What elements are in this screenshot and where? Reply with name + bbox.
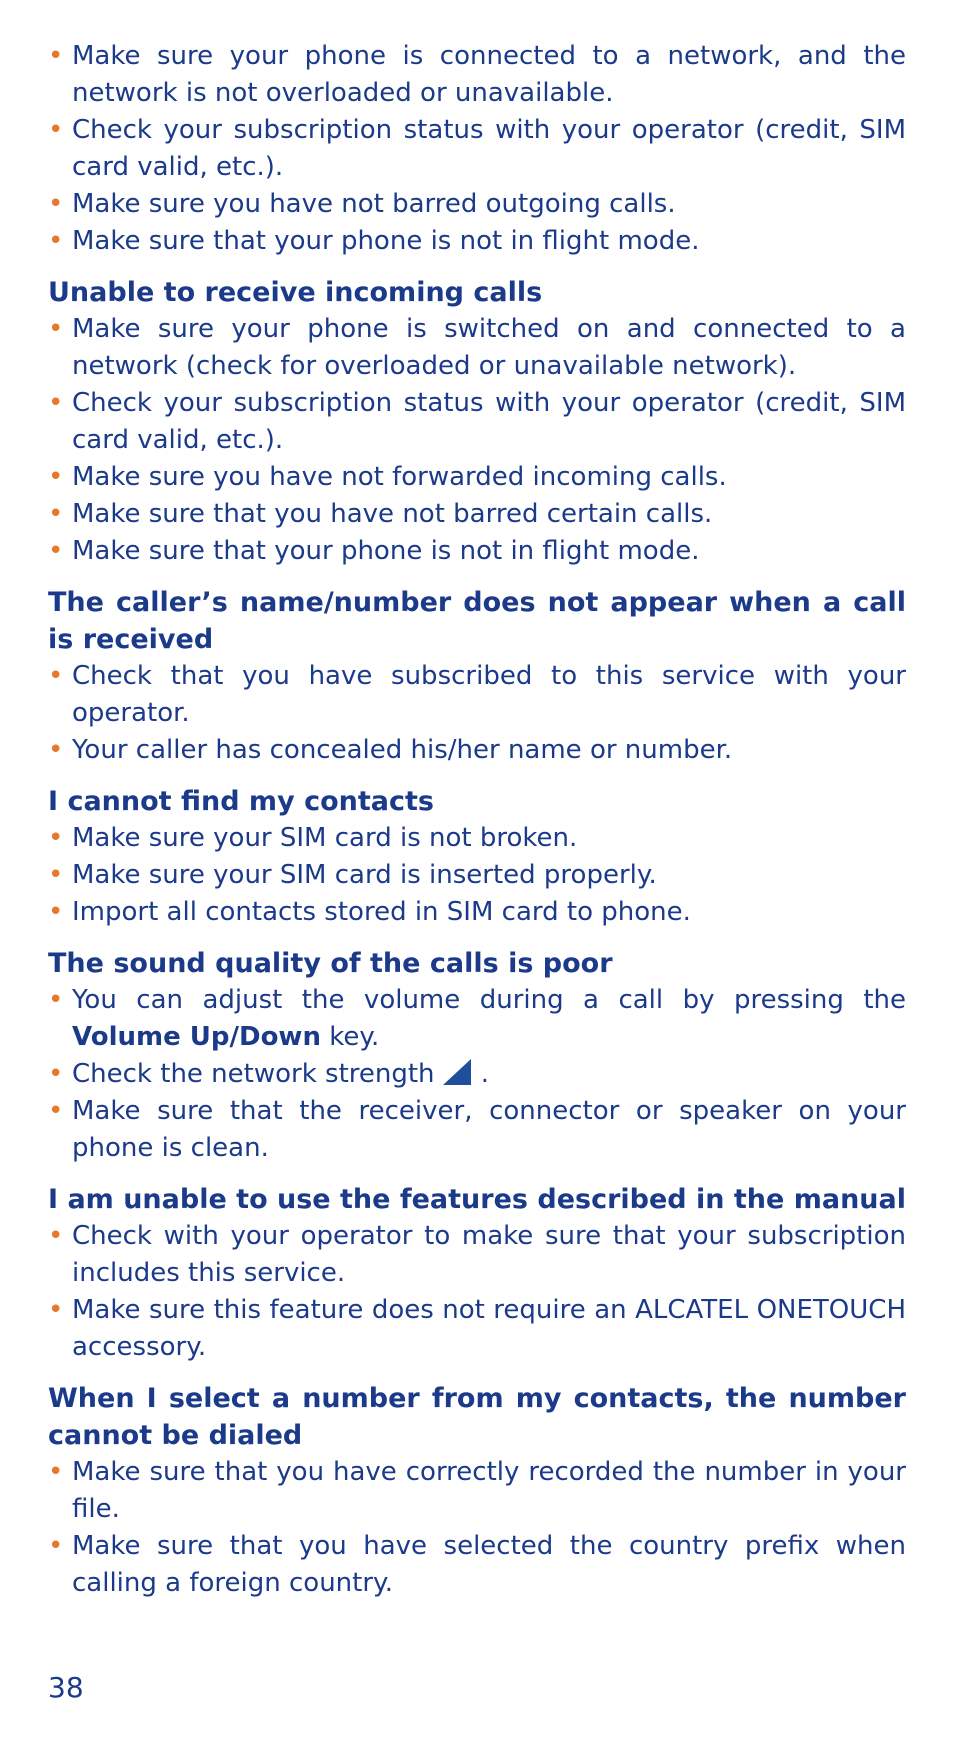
list-item: • Check your subscription status with your operator (credit, SIM card valid, etc.).: [48, 112, 906, 186]
list-item: • Make sure that the receiver, connector or speaker on your phone is clean.: [48, 1093, 906, 1167]
list-item: • Make sure your phone is connected to a network, and the network is not overloaded or unavailable.: [48, 38, 906, 112]
section-heading-incoming-calls: Unable to receive incoming calls: [48, 277, 543, 308]
bullet-icon: •: [48, 1457, 64, 1487]
bullet-icon: •: [48, 226, 64, 256]
signal-strength-icon: [441, 1058, 473, 1086]
list-item: • Make sure that you have not barred certain calls.: [48, 496, 906, 533]
section-heading-dialing: When I select a number from my contacts, the number cannot be dialed: [48, 1383, 906, 1451]
incoming-calls-list: [48, 311, 906, 570]
bullet-icon: •: [48, 860, 64, 890]
outgoing-calls-list: [48, 38, 906, 260]
list-item: • Make sure your SIM card is inserted properly.: [48, 857, 906, 894]
section-heading-contacts: I cannot find my contacts: [48, 786, 434, 817]
bullet-icon: •: [48, 41, 64, 71]
bullet-icon: •: [48, 985, 64, 1015]
bullet-icon: •: [48, 661, 64, 691]
bullet-icon: •: [48, 1096, 64, 1126]
bullet-icon: •: [48, 314, 64, 344]
section-heading-features: I am unable to use the features described in the manual: [48, 1184, 907, 1215]
dialing-list: [48, 1454, 906, 1602]
list-item: • Check with your operator to make sure that your subscription includes this service.: [48, 1218, 906, 1292]
list-item: • Make sure your phone is switched on and connected to a network (check for overloaded or unavailable network).: [48, 311, 906, 385]
page-number: 38: [48, 1671, 84, 1704]
section-heading-sound-quality: The sound quality of the calls is poor: [48, 948, 613, 979]
list-item: • Make sure that your phone is not in flight mode.: [48, 533, 906, 570]
list-item: • Import all contacts stored in SIM card to phone.: [48, 894, 906, 931]
list-item: • Check the network strength .: [48, 1056, 906, 1093]
manual-page: [48, 38, 906, 1602]
bullet-icon: •: [48, 189, 64, 219]
section-heading-caller-id: The caller’s name/number does not appear when a call is received: [48, 587, 906, 655]
sound-quality-list: [48, 982, 906, 1167]
list-item: • Your caller has concealed his/her name or number.: [48, 732, 906, 769]
list-item: • Make sure this feature does not require an ALCATEL ONETOUCH accessory.: [48, 1292, 906, 1366]
list-item: • Check your subscription status with your operator (credit, SIM card valid, etc.).: [48, 385, 906, 459]
bullet-icon: •: [48, 823, 64, 853]
bullet-icon: •: [48, 462, 64, 492]
list-item: • Make sure that your phone is not in flight mode.: [48, 223, 906, 260]
list-item: • Make sure you have not forwarded incoming calls.: [48, 459, 906, 496]
list-item: • Make sure your SIM card is not broken.: [48, 820, 906, 857]
bullet-icon: •: [48, 536, 64, 566]
caller-id-list: [48, 658, 906, 769]
contacts-list: [48, 820, 906, 931]
bullet-icon: •: [48, 897, 64, 927]
bullet-icon: •: [48, 1059, 64, 1089]
bullet-icon: •: [48, 115, 64, 145]
list-item: • Check that you have subscribed to this service with your operator.: [48, 658, 906, 732]
bullet-icon: •: [48, 735, 64, 765]
features-list: [48, 1218, 906, 1366]
list-item: • You can adjust the volume during a call by pressing the Volume Up/Down key.: [48, 982, 906, 1056]
bullet-icon: •: [48, 499, 64, 529]
volume-key-label: Volume Up/Down: [72, 1022, 321, 1052]
bullet-icon: •: [48, 1221, 64, 1251]
list-item: • Make sure that you have selected the country prefix when calling a foreign country.: [48, 1528, 906, 1602]
bullet-icon: •: [48, 1531, 64, 1561]
list-item: • Make sure you have not barred outgoing calls.: [48, 186, 906, 223]
bullet-icon: •: [48, 1295, 64, 1325]
bullet-icon: •: [48, 388, 64, 418]
list-item: • Make sure that you have correctly recorded the number in your file.: [48, 1454, 906, 1528]
